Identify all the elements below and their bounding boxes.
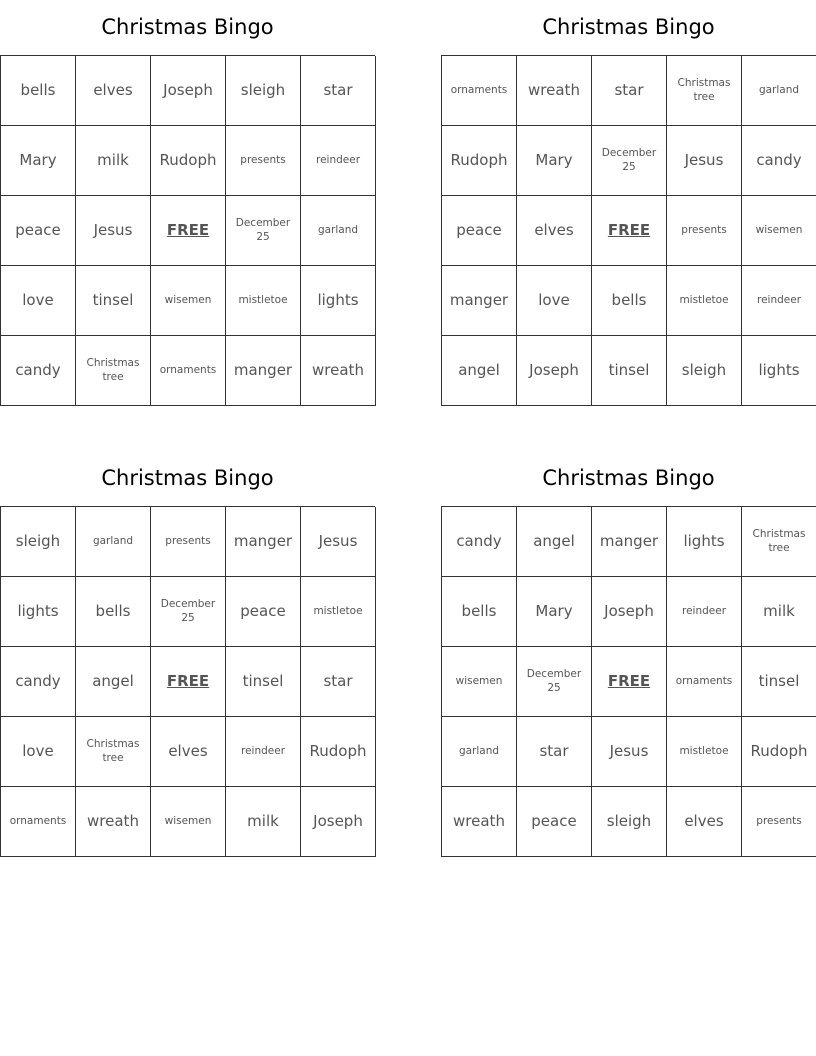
bingo-cell: elves [151, 717, 226, 787]
bingo-cell: presents [667, 196, 742, 266]
free-space: FREE [151, 196, 226, 266]
bingo-cell: wisemen [151, 787, 226, 857]
bingo-cell: mistletoe [667, 266, 742, 336]
bingo-cell: wreath [76, 787, 151, 857]
bingo-cell: peace [517, 787, 592, 857]
bingo-cell: reindeer [226, 717, 301, 787]
bingo-cell: mistletoe [667, 717, 742, 787]
bingo-grid [0, 506, 375, 857]
free-space: FREE [151, 647, 226, 717]
bingo-cell: Rudoph [442, 126, 517, 196]
bingo-cell: ornaments [151, 336, 226, 406]
bingo-card-4 [441, 451, 816, 857]
bingo-cell: wisemen [442, 647, 517, 717]
bingo-cell: reindeer [301, 126, 376, 196]
bingo-cell: Mary [517, 577, 592, 647]
bingo-cell: angel [517, 507, 592, 577]
bingo-cell: peace [442, 196, 517, 266]
bingo-cell: angel [442, 336, 517, 406]
bingo-cell: Jesus [76, 196, 151, 266]
bingo-cell: star [301, 647, 376, 717]
bingo-cell: Joseph [592, 577, 667, 647]
bingo-cell: Rudoph [742, 717, 816, 787]
bingo-cell: ornaments [1, 787, 76, 857]
bingo-cell: elves [76, 56, 151, 126]
bingo-cell: lights [742, 336, 816, 406]
bingo-cell: tinsel [226, 647, 301, 717]
bingo-cell: wreath [442, 787, 517, 857]
card-title: Christmas Bingo [101, 466, 274, 490]
bingo-cell: angel [76, 647, 151, 717]
bingo-cell: candy [742, 126, 816, 196]
bingo-cell: elves [667, 787, 742, 857]
bingo-cell: Jesus [667, 126, 742, 196]
bingo-cell: Joseph [517, 336, 592, 406]
bingo-cell: Christmas tree [667, 56, 742, 126]
bingo-cell: reindeer [742, 266, 816, 336]
bingo-cell: December 25 [517, 647, 592, 717]
bingo-cell: manger [226, 507, 301, 577]
bingo-cell: presents [226, 126, 301, 196]
bingo-card-2 [441, 0, 816, 406]
bingo-cell: bells [1, 56, 76, 126]
bingo-cell: tinsel [742, 647, 816, 717]
bingo-cell: Rudoph [301, 717, 376, 787]
bingo-card-1 [0, 0, 375, 406]
bingo-cell: garland [742, 56, 816, 126]
bingo-cell: candy [1, 647, 76, 717]
card-title: Christmas Bingo [101, 15, 274, 39]
bingo-cell: Rudoph [151, 126, 226, 196]
bingo-cell: sleigh [592, 787, 667, 857]
bingo-cell: lights [667, 507, 742, 577]
bingo-cell: December 25 [226, 196, 301, 266]
bingo-card-3 [0, 451, 375, 857]
bingo-cell: December 25 [151, 577, 226, 647]
bingo-cell: star [517, 717, 592, 787]
card-title: Christmas Bingo [542, 466, 715, 490]
bingo-cell: garland [76, 507, 151, 577]
bingo-cell: garland [442, 717, 517, 787]
card-title: Christmas Bingo [542, 15, 715, 39]
bingo-cell: manger [226, 336, 301, 406]
bingo-cell: presents [742, 787, 816, 857]
bingo-cell: Christmas tree [76, 717, 151, 787]
bingo-cell: mistletoe [301, 577, 376, 647]
bingo-cell: wreath [517, 56, 592, 126]
bingo-grid [441, 55, 816, 406]
bingo-cell: candy [442, 507, 517, 577]
bingo-cell: reindeer [667, 577, 742, 647]
free-space: FREE [592, 196, 667, 266]
bingo-grid [0, 55, 375, 406]
bingo-cell: garland [301, 196, 376, 266]
bingo-cell: elves [517, 196, 592, 266]
bingo-cell: wreath [301, 336, 376, 406]
free-space: FREE [592, 647, 667, 717]
bingo-cell: star [592, 56, 667, 126]
bingo-cell: Jesus [301, 507, 376, 577]
bingo-cell: peace [226, 577, 301, 647]
bingo-cell: sleigh [226, 56, 301, 126]
bingo-cell: love [1, 266, 76, 336]
bingo-cell: lights [301, 266, 376, 336]
bingo-cell: milk [76, 126, 151, 196]
bingo-cell: candy [1, 336, 76, 406]
bingo-cell: star [301, 56, 376, 126]
bingo-cell: peace [1, 196, 76, 266]
bingo-cell: presents [151, 507, 226, 577]
bingo-cell: Joseph [301, 787, 376, 857]
bingo-cell: manger [592, 507, 667, 577]
bingo-cell: love [517, 266, 592, 336]
bingo-cell: sleigh [667, 336, 742, 406]
bingo-cell: milk [226, 787, 301, 857]
bingo-cell: bells [592, 266, 667, 336]
bingo-cell: wisemen [742, 196, 816, 266]
bingo-grid [441, 506, 816, 857]
bingo-cell: ornaments [442, 56, 517, 126]
bingo-cell: Joseph [151, 56, 226, 126]
bingo-cell: Mary [517, 126, 592, 196]
bingo-cell: ornaments [667, 647, 742, 717]
bingo-cell: love [1, 717, 76, 787]
bingo-cell: Jesus [592, 717, 667, 787]
bingo-cell: Christmas tree [76, 336, 151, 406]
bingo-cell: sleigh [1, 507, 76, 577]
bingo-cell: bells [442, 577, 517, 647]
bingo-cell: December 25 [592, 126, 667, 196]
bingo-cell: mistletoe [226, 266, 301, 336]
bingo-cell: Mary [1, 126, 76, 196]
bingo-cell: Christmas tree [742, 507, 816, 577]
bingo-cell: manger [442, 266, 517, 336]
bingo-cell: tinsel [592, 336, 667, 406]
bingo-cell: lights [1, 577, 76, 647]
bingo-cell: bells [76, 577, 151, 647]
bingo-cell: milk [742, 577, 816, 647]
bingo-cell: wisemen [151, 266, 226, 336]
bingo-cell: tinsel [76, 266, 151, 336]
